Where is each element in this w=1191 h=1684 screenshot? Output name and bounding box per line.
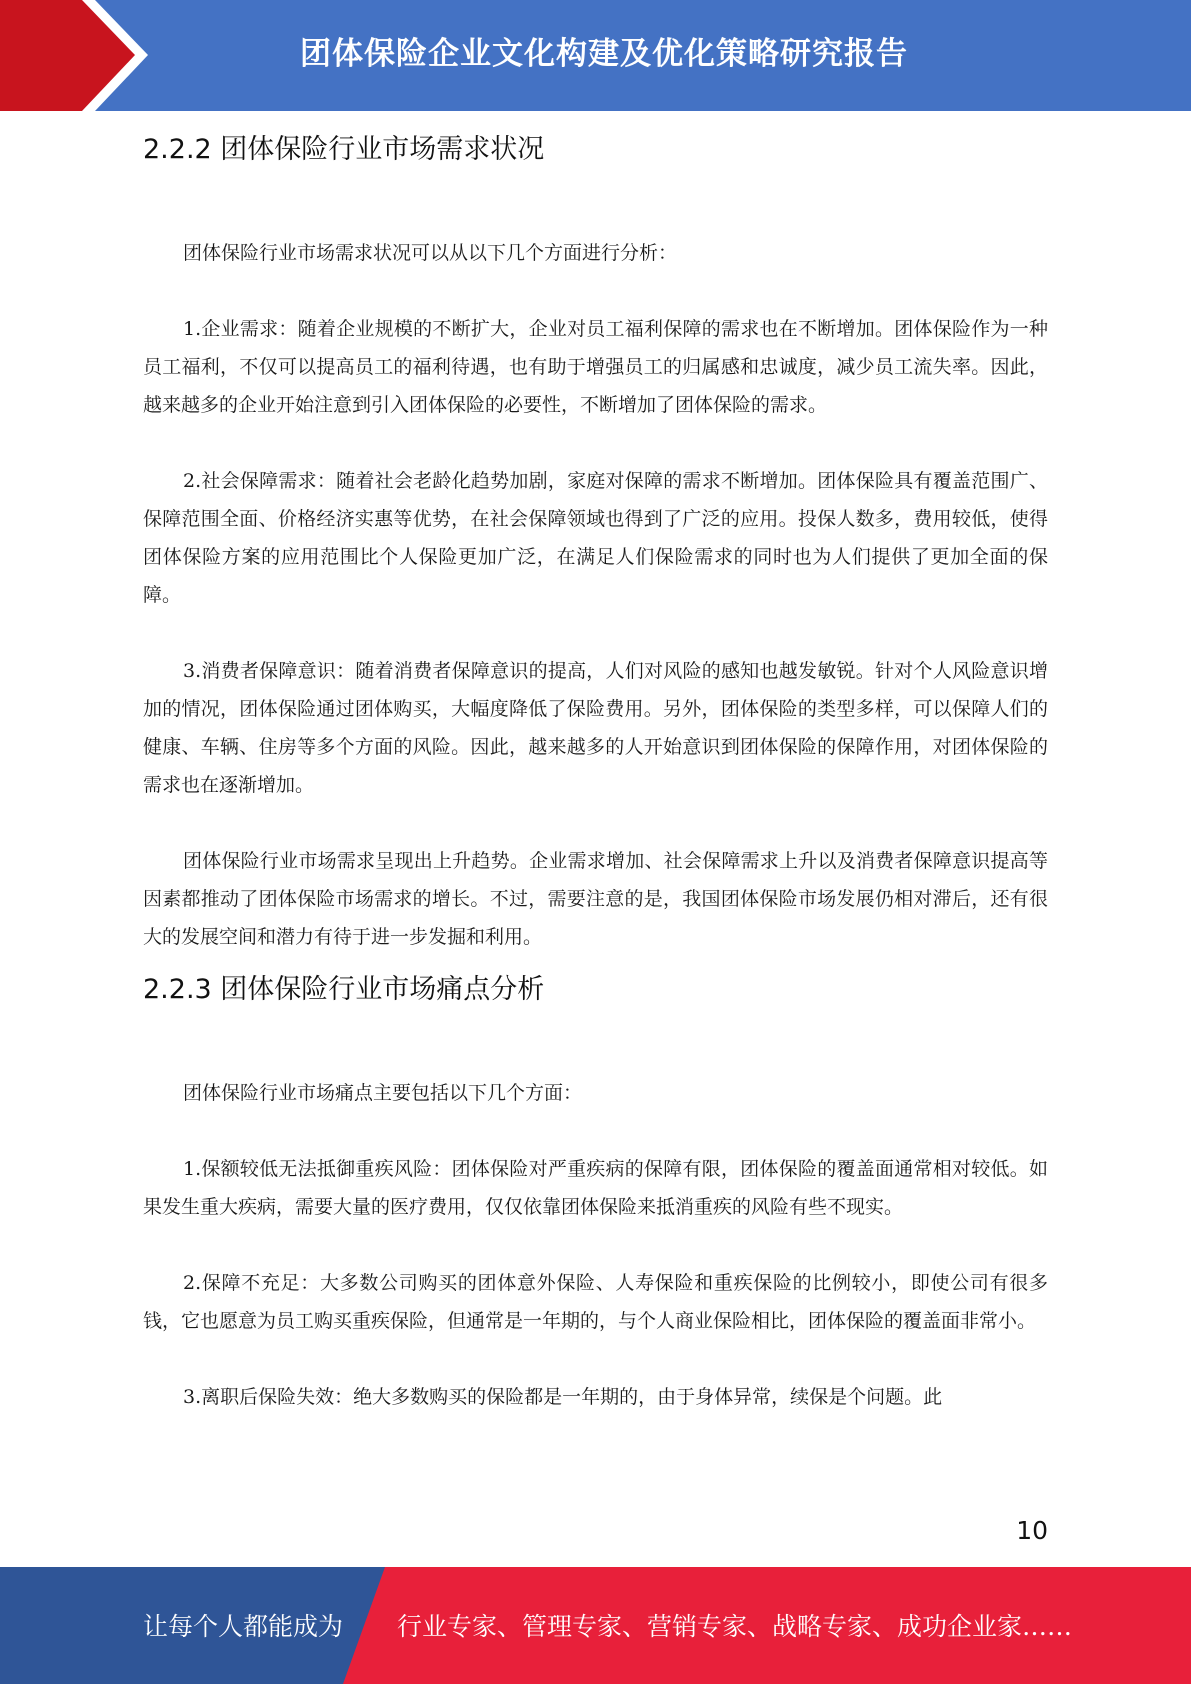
- page-footer: [0, 1567, 1191, 1684]
- page-header: [0, 0, 1191, 111]
- section-heading-2-2-2: 2.2.2 团体保险行业市场需求状况: [143, 134, 545, 165]
- section-heading-2-2-3: 2.2.3 团体保险行业市场痛点分析: [143, 974, 545, 1005]
- paragraph: 团体保险行业市场痛点主要包括以下几个方面：: [183, 1082, 583, 1104]
- paragraph: 团体保险行业市场需求状况可以从以下几个方面进行分析：: [183, 242, 678, 264]
- paragraph: 2.保障不充足：大多数公司购买的团体意外保险、人寿保险和重疾保险的比例较小，即使公司有很多钱，它也愿意为员工购买重疾保险，但通常是一年期的，与个人商业保险相比，团体保险的覆盖面非常小。: [143, 1272, 1048, 1332]
- paragraph: 1.保额较低无法抵御重疾风险：团体保险对严重疾病的保障有限，团体保险的覆盖面通常相对较低。如果发生重大疾病，需要大量的医疗费用，仅仅依靠团体保险来抵消重疾的风险有些不现实。: [143, 1158, 1048, 1218]
- paragraph: 1.企业需求：随着企业规模的不断扩大，企业对员工福利保障的需求也在不断增加。团体保险作为一种员工福利，不仅可以提高员工的福利待遇，也有助于增强员工的归属感和忠诚度，减少员工流失率。因此，越来越多的企业开始注意到引入团体保险的必要性，不断增加了团体保险的需求。: [143, 318, 1048, 416]
- footer-slogan-left: 让每个人都能成为: [143, 1612, 344, 1641]
- paragraph: 3.离职后保险失效：绝大多数购买的保险都是一年期的，由于身体异常，续保是个问题。此: [183, 1386, 943, 1408]
- header-arrow-red: [0, 0, 135, 111]
- footer-slogan-right: 行业专家、管理专家、营销专家、战略专家、成功企业家……: [397, 1612, 1073, 1641]
- header-arrow-decoration: [0, 0, 160, 111]
- paragraph: 团体保险行业市场需求呈现出上升趋势。企业需求增加、社会保障需求上升以及消费者保障意识提高等因素都推动了团体保险市场需求的增长。不过，需要注意的是，我国团体保险市场发展仍相对滞后，还有很大的发展空间和潜力有待于进一步发掘和利用。: [143, 850, 1048, 948]
- paragraph: 2.社会保障需求：随着社会老龄化趋势加剧，家庭对保障的需求不断增加。团体保险具有覆盖范围广、保障范围全面、价格经济实惠等优势，在社会保障领域也得到了广泛的应用。投保人数多，费用较低，使得团体保险方案的应用范围比个人保险更加广泛，在满足人们保险需求的同时也为人们提供了更加全面的保障。: [143, 470, 1048, 606]
- document-title: 团体保险企业文化构建及优化策略研究报告: [300, 36, 908, 72]
- paragraph: 3.消费者保障意识：随着消费者保障意识的提高，人们对风险的感知也越发敏锐。针对个人风险意识增加的情况，团体保险通过团体购买，大幅度降低了保险费用。另外，团体保险的类型多样，可以保障人们的健康、车辆、住房等多个方面的风险。因此，越来越多的人开始意识到团体保险的保障作用，对团体保险的需求也在逐渐增加。: [143, 660, 1048, 796]
- page-content: [143, 120, 1048, 1416]
- page-number: 10: [1016, 1516, 1048, 1545]
